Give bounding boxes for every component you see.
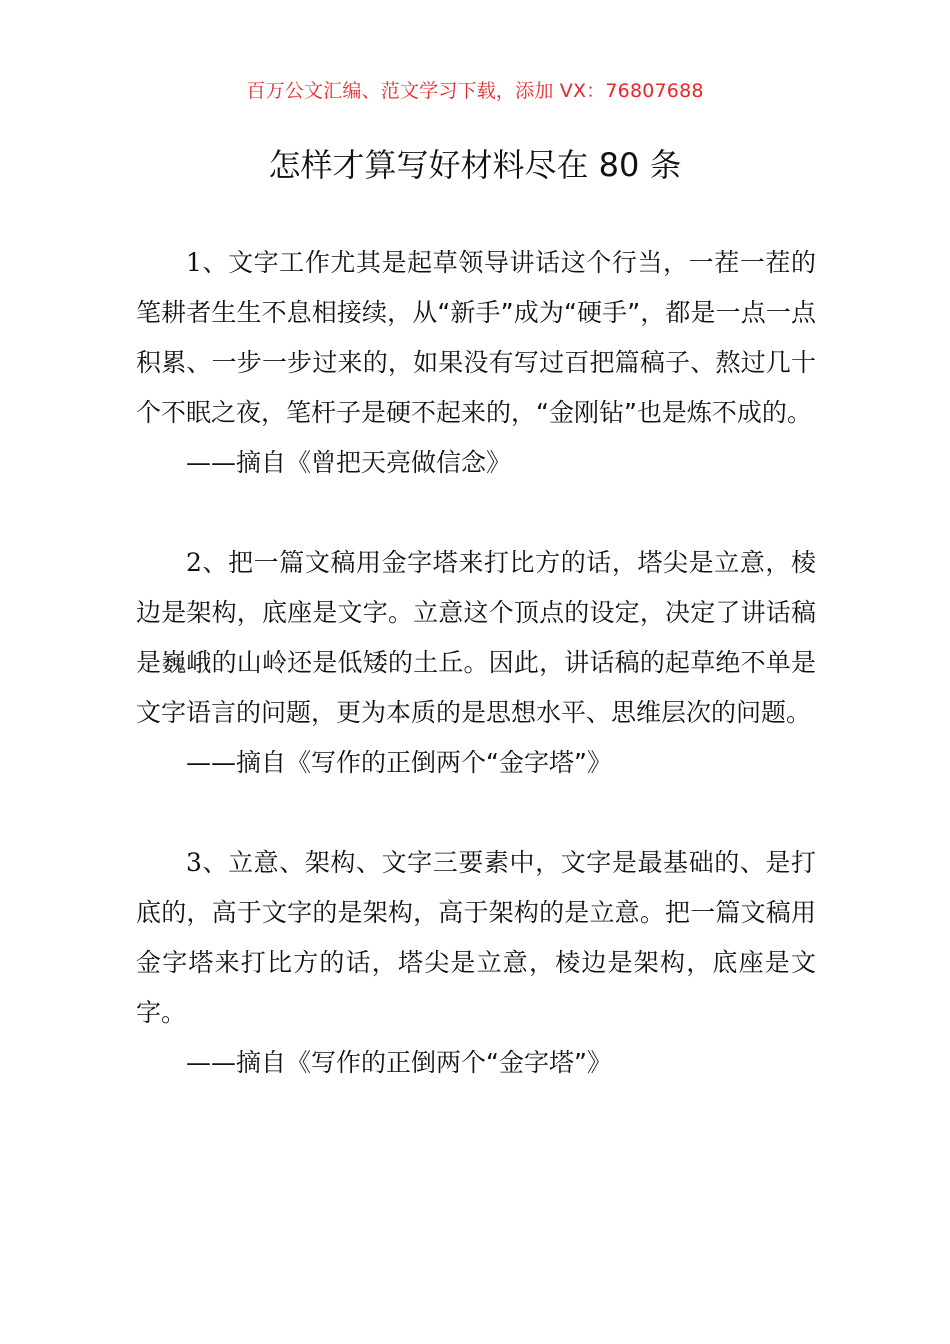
entry-paragraph [136, 238, 816, 438]
document-body [136, 238, 816, 1088]
document-title: 怎样才算写好材料尽在 80 条 [268, 146, 682, 184]
entry-text: 、文字工作尤其是起草领导讲话这个行当，一茬一茬的笔耕者生生不息相接续，从“新手”成为“硬手”，都是一点一点积累、一步一步过来的，如果没有写过百把篇稿子、熬过几十个不眠之夜，笔杆子是硬不起来的，“金刚钻”也是炼不成的。 [136, 248, 816, 427]
entry-source: ——摘自《写作的正倒两个“金字塔”》 [186, 1048, 612, 1077]
entry-text: 、立意、架构、文字三要素中，文字是最基础的、是打底的，高于文字的是架构，高于架构的是立意。把一篇文稿用金字塔来打比方的话，塔尖是立意，棱边是架构，底座是文字。 [136, 848, 816, 1027]
entry-3 [136, 838, 816, 1088]
entry-source: ——摘自《曾把天亮做信念》 [186, 448, 512, 477]
entry-source: ——摘自《写作的正倒两个“金字塔”》 [186, 748, 612, 777]
entry-paragraph [136, 838, 816, 1038]
watermark-header: 百万公文汇编、范文学习下载，添加 VX：76807688 [246, 80, 704, 102]
entry-1 [136, 238, 816, 488]
entry-number: 1 [186, 248, 202, 277]
entry-number: 2 [186, 548, 202, 577]
entry-number: 3 [186, 848, 202, 877]
entry-paragraph [136, 538, 816, 738]
entry-text: 、把一篇文稿用金字塔来打比方的话，塔尖是立意，棱边是架构，底座是文字。立意这个顶点的设定，决定了讲话稿是巍峨的山岭还是低矮的土丘。因此，讲话稿的起草绝不单是文字语言的问题，更为本质的是思想水平、思维层次的问题。 [136, 548, 816, 727]
entry-2 [136, 538, 816, 788]
